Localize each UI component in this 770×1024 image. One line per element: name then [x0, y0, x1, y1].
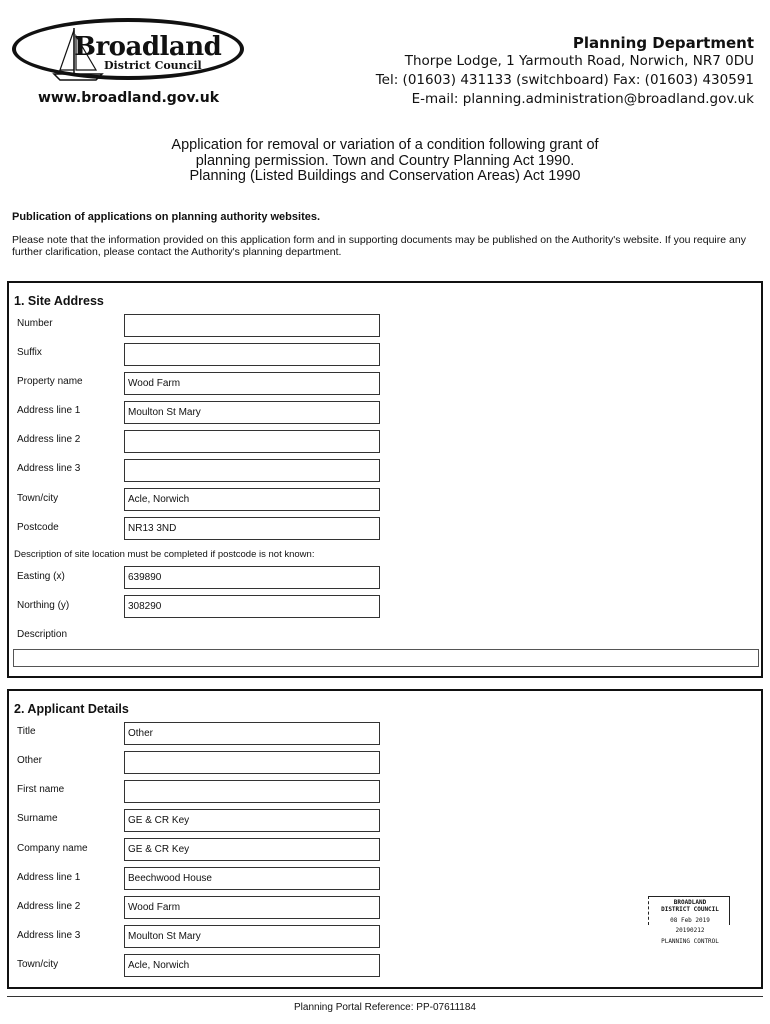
applicant-address-line-2-field[interactable]: Wood Farm	[124, 896, 380, 919]
site-address-section	[7, 281, 763, 678]
form-title-line: planning permission. Town and Country Planning Act 1990.	[195, 152, 575, 169]
stamp-line: BROADLAND	[673, 899, 707, 906]
description-field[interactable]	[13, 649, 759, 667]
property-name-field[interactable]: Wood Farm	[124, 372, 380, 395]
number-field[interactable]	[124, 314, 380, 337]
field-label: Easting (x)	[17, 571, 65, 582]
field-label: Other	[17, 755, 43, 766]
suffix-field[interactable]	[124, 343, 380, 366]
form-title	[0, 138, 770, 185]
form-title-line: Planning (Listed Buildings and Conservation Areas) Act 1990	[189, 168, 581, 184]
first-name-field[interactable]	[124, 780, 380, 803]
field-label: Suffix	[17, 347, 42, 358]
surname-field[interactable]: GE & CR Key	[124, 809, 380, 832]
applicant-address-line-1-field[interactable]: Beechwood House	[124, 867, 380, 890]
field-label: Address line 1	[17, 405, 81, 416]
town-city-field[interactable]: Acle, Norwich	[124, 488, 380, 511]
department-tel: Tel: (01603) 431133 (switchboard) Fax: (01603) 430591	[375, 72, 754, 88]
northing-field[interactable]: 308290	[124, 595, 380, 618]
received-stamp	[648, 896, 732, 950]
stamp-line: DISTRICT COUNCIL	[661, 906, 719, 913]
field-label: Address line 1	[17, 872, 81, 883]
section-heading: 1. Site Address	[14, 294, 104, 308]
field-label: Northing (y)	[17, 600, 70, 611]
applicant-address-line-3-field[interactable]: Moulton St Mary	[124, 925, 380, 948]
title-field[interactable]: Other	[124, 722, 380, 745]
field-label: Property name	[17, 376, 83, 387]
department-address: Thorpe Lodge, 1 Yarmouth Road, Norwich, NR7 0DU	[404, 53, 754, 69]
logo-council: District Council	[104, 59, 202, 72]
stamp-dept: PLANNING CONTROL	[661, 938, 719, 945]
company-name-field[interactable]: GE & CR Key	[124, 838, 380, 861]
department-title: Planning Department	[572, 34, 754, 52]
field-label: Description	[17, 629, 68, 640]
field-label: Postcode	[17, 522, 59, 533]
postcode-field[interactable]: NR13 3ND	[124, 517, 380, 540]
field-label: Address line 2	[17, 434, 81, 445]
field-label: Town/city	[17, 493, 59, 504]
field-label: Address line 3	[17, 463, 81, 474]
field-label: Surname	[17, 813, 58, 824]
field-label: First name	[17, 784, 65, 795]
council-logo	[12, 18, 247, 108]
field-label: Number	[17, 318, 53, 329]
field-label: Town/city	[17, 959, 59, 970]
field-label: Title	[17, 726, 36, 737]
publication-note: Please note that the information provided on this application form and in supporting documents may be published on the Authority's website. If you require any further clarification, please contact the Authority's planning department.	[12, 234, 746, 258]
publication-heading: Publication of applications on planning authority websites.	[12, 211, 321, 223]
other-title-field[interactable]	[124, 751, 380, 774]
location-note: Description of site location must be completed if postcode is not known:	[14, 549, 315, 560]
form-title-line: Application for removal or variation of a condition following grant of	[171, 137, 599, 153]
section-heading: 2. Applicant Details	[14, 702, 129, 716]
applicant-town-city-field[interactable]: Acle, Norwich	[124, 954, 380, 977]
logo-name: Broadland	[74, 32, 222, 62]
stamp-code: 20190212	[675, 927, 705, 934]
address-line-2-field[interactable]	[124, 430, 380, 453]
website-link[interactable]: www.broadland.gov.uk	[38, 90, 220, 106]
easting-field[interactable]: 639890	[124, 566, 380, 589]
footer-divider	[7, 996, 763, 997]
address-line-1-field[interactable]: Moulton St Mary	[124, 401, 380, 424]
stamp-date: 08 Feb 2019	[670, 917, 710, 924]
field-label: Address line 2	[17, 901, 81, 912]
field-label: Company name	[17, 843, 88, 854]
field-label: Address line 3	[17, 930, 81, 941]
department-email[interactable]: E-mail: planning.administration@broadland.gov.uk	[411, 91, 754, 107]
portal-reference: Planning Portal Reference: PP-07611184	[294, 1002, 476, 1013]
address-line-3-field[interactable]	[124, 459, 380, 482]
